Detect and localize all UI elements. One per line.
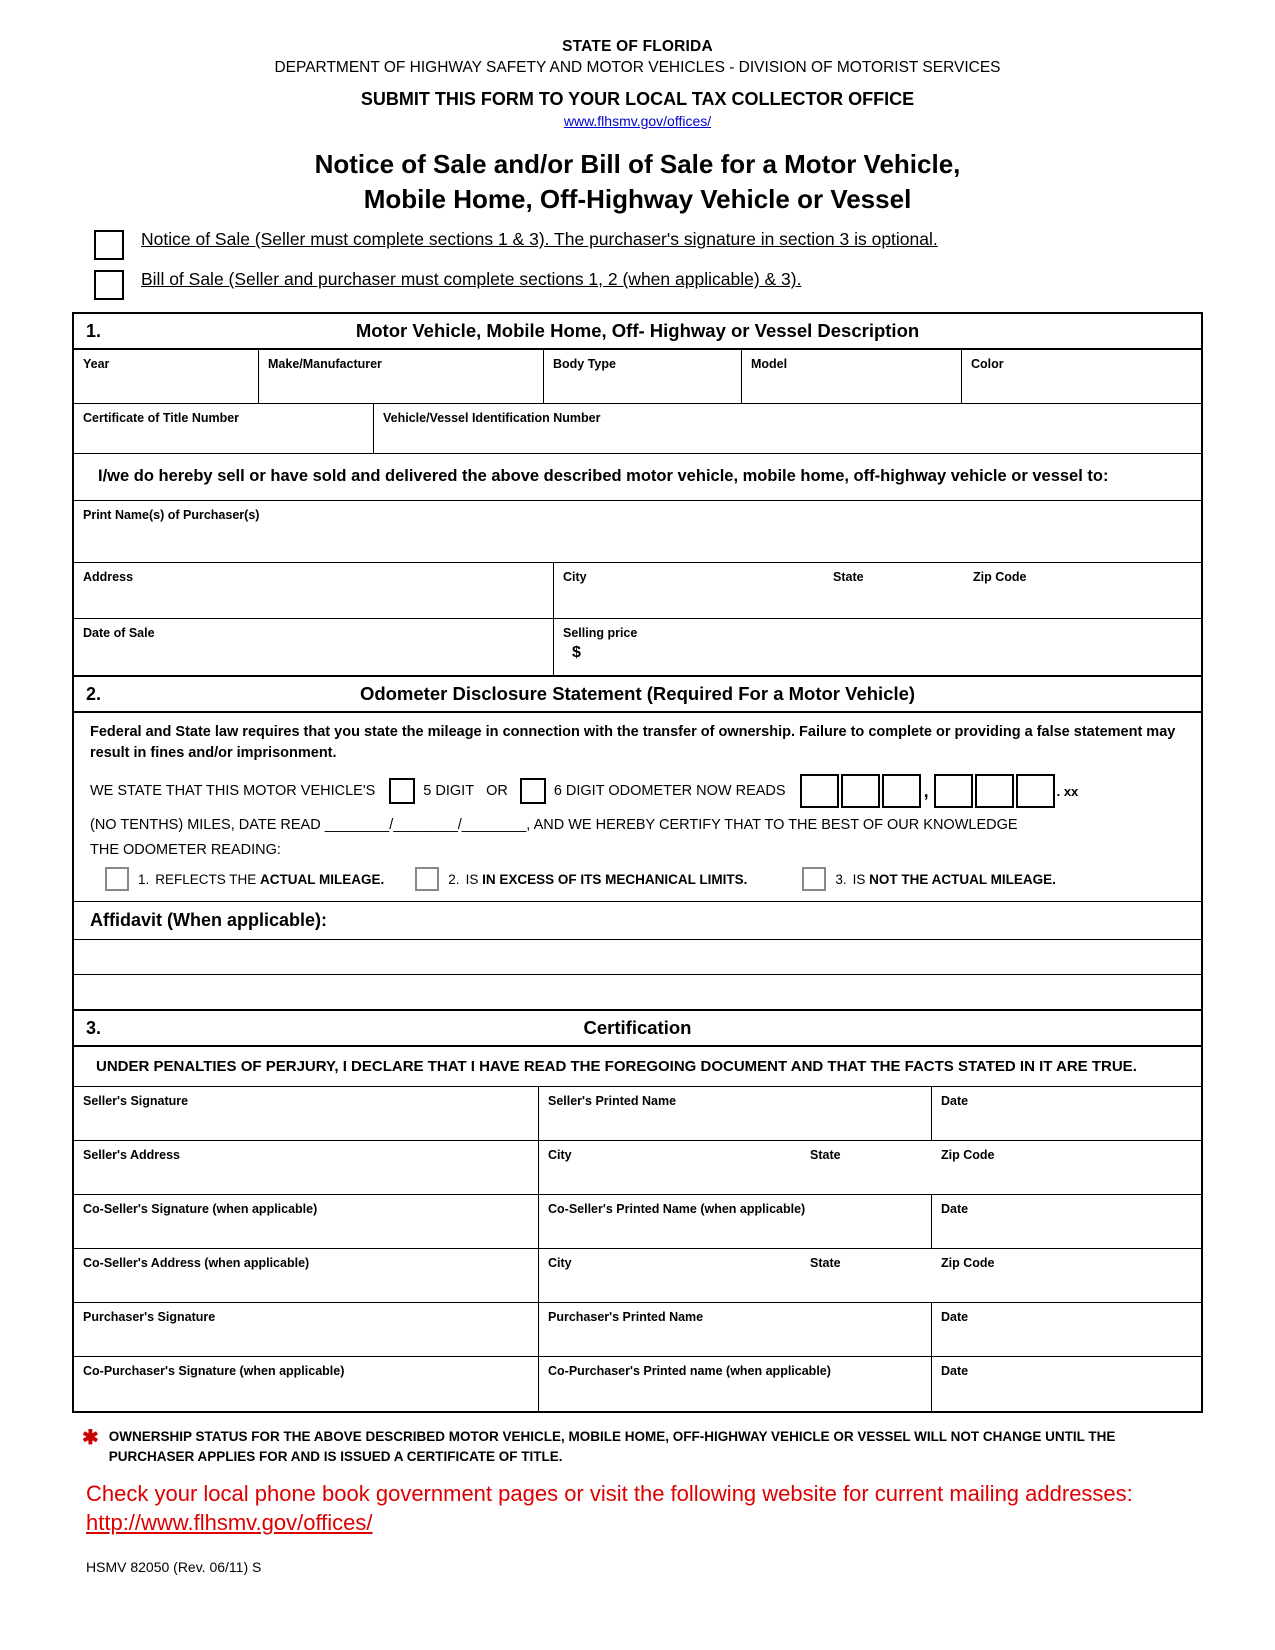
odometer-digit-1[interactable] xyxy=(800,774,839,808)
odometer-option-1-checkbox[interactable] xyxy=(105,867,129,891)
or-label: OR xyxy=(486,783,508,800)
field-year[interactable]: Year xyxy=(74,350,259,404)
section-2-title: Odometer Disclosure Statement (Required For a Motor Vehicle) xyxy=(359,683,916,705)
field-make[interactable]: Make/Manufacturer xyxy=(259,350,544,404)
bill-of-sale-label: Bill of Sale (Seller and purchaser must complete sections 1, 2 (when applicable) & 3). xyxy=(141,269,802,290)
section-3-title: Certification xyxy=(583,1017,692,1039)
affidavit-line-1[interactable] xyxy=(74,940,1201,975)
odometer-option-2[interactable] xyxy=(406,867,747,891)
sell-statement: I/we do hereby sell or have sold and delivered the above described motor vehicle, mobile home, off-highway vehicle or vessel to: xyxy=(74,454,1201,501)
field-color[interactable]: Color xyxy=(962,350,1201,404)
page-title-line1: Notice of Sale and/or Bill of Sale for a Motor Vehicle, xyxy=(314,149,961,179)
section-3-number: 3. xyxy=(86,1017,102,1038)
odometer-comma: , xyxy=(923,780,929,801)
dollar-sign: $ xyxy=(572,644,581,662)
field-seller-signature[interactable]: Seller's Signature xyxy=(74,1087,539,1141)
co-purchaser-signature-row xyxy=(74,1357,1201,1411)
field-purchaser-names[interactable]: Print Name(s) of Purchaser(s) xyxy=(74,501,1201,563)
ownership-note-text: OWNERSHIP STATUS FOR THE ABOVE DESCRIBED MOTOR VEHICLE, MOBILE HOME, OFF-HIGHWAY VEHICLE OR VESSEL WILL NOT CHANGE UNTIL THE PURCHASER APPLIES FOR AND IS ISSUED A CERTIFICATE OF TITLE. xyxy=(108,1429,1116,1464)
affidavit-label: Affidavit (When applicable): xyxy=(74,902,1201,940)
field-co-seller-state[interactable]: State xyxy=(801,1249,932,1303)
mailing-address-text: Check your local phone book government pages or visit the following website for current mailing addresses: xyxy=(86,1481,1133,1507)
purchaser-signature-row xyxy=(74,1303,1201,1357)
odometer-decimals: . xx xyxy=(1056,783,1079,799)
odometer-option-3[interactable] xyxy=(793,867,1056,891)
odometer-option-2-checkbox[interactable] xyxy=(415,867,439,891)
title-vin-row xyxy=(74,404,1201,454)
notice-of-sale-row[interactable] xyxy=(72,229,1203,260)
affidavit-line-2[interactable] xyxy=(74,975,1201,1009)
field-seller-address[interactable]: Seller's Address xyxy=(74,1141,539,1195)
field-seller-zip[interactable]: Zip Code xyxy=(932,1141,1201,1195)
bill-of-sale-checkbox[interactable] xyxy=(94,270,124,300)
field-selling-price-label: Selling price xyxy=(563,626,638,641)
field-co-seller-city[interactable]: City xyxy=(539,1249,801,1303)
field-purchaser-date[interactable]: Date xyxy=(932,1303,1201,1357)
submit-instruction: SUBMIT THIS FORM TO YOUR LOCAL TAX COLLECTOR OFFICE xyxy=(360,89,915,109)
vehicle-description-row xyxy=(74,350,1201,404)
odometer-reading-label: THE ODOMETER READING: xyxy=(90,842,281,859)
odometer-date-read-line[interactable]: (NO TENTHS) MILES, DATE READ ________/________/________, AND WE HEREBY CERTIFY THAT TO THE BEST OF OUR KNOWLEDGE xyxy=(90,817,1018,834)
offices-link-top[interactable] xyxy=(72,113,1203,129)
odometer-paragraph: Federal and State law requires that you state the mileage in connection with the transfer of ownership. Failure to complete or providing a false statement may result in fines and/or imprisonment. xyxy=(90,724,1176,762)
five-digit-checkbox[interactable] xyxy=(389,778,415,804)
field-certificate-of-title-number[interactable]: Certificate of Title Number xyxy=(74,404,374,454)
form-revision: HSMV 82050 (Rev. 06/11) S xyxy=(86,1559,262,1576)
field-co-purchaser-signature[interactable]: Co-Purchaser's Signature (when applicable) xyxy=(74,1357,539,1411)
seller-address-row xyxy=(74,1141,1201,1195)
purchaser-address-row xyxy=(74,563,1201,619)
field-purchaser-address[interactable]: Address xyxy=(74,563,554,619)
odometer-option-2-number: 2. xyxy=(448,871,460,887)
field-purchaser-zip[interactable]: Zip Code xyxy=(964,563,1201,619)
odometer-option-1-number: 1. xyxy=(138,871,150,887)
page-title-line2: Mobile Home, Off-Highway Vehicle or Vessel xyxy=(363,184,912,215)
field-seller-city[interactable]: City xyxy=(539,1141,801,1195)
notice-of-sale-checkbox[interactable] xyxy=(94,230,124,260)
certification-paragraph: UNDER PENALTIES OF PERJURY, I DECLARE THAT I HAVE READ THE FOREGOING DOCUMENT AND THAT THE FACTS STATED IN IT ARE TRUE. xyxy=(74,1047,1201,1087)
department-header: DEPARTMENT OF HIGHWAY SAFETY AND MOTOR VEHICLES - DIVISION OF MOTORIST SERVICES xyxy=(274,59,1001,76)
section-2-header xyxy=(74,677,1201,713)
field-seller-state[interactable]: State xyxy=(801,1141,932,1195)
field-purchaser-printed-name[interactable]: Purchaser's Printed Name xyxy=(539,1303,932,1357)
six-digit-label: 6 DIGIT ODOMETER NOW READS xyxy=(553,783,786,800)
field-date-of-sale[interactable]: Date of Sale xyxy=(74,619,554,675)
notice-of-sale-label: Notice of Sale (Seller must complete sections 1 & 3). The purchaser's signature in section 3 is optional. xyxy=(141,229,938,250)
odometer-option-2-text: IS IN EXCESS OF ITS MECHANICAL LIMITS. xyxy=(465,871,748,887)
field-co-seller-date[interactable]: Date xyxy=(932,1195,1201,1249)
field-selling-price[interactable] xyxy=(554,619,1201,675)
co-seller-address-row xyxy=(74,1249,1201,1303)
sale-date-price-row xyxy=(74,619,1201,675)
field-model[interactable]: Model xyxy=(742,350,962,404)
odometer-digit-5[interactable] xyxy=(975,774,1014,808)
odometer-option-3-text: IS NOT THE ACTUAL MILEAGE. xyxy=(852,871,1056,887)
odometer-digit-6[interactable] xyxy=(1016,774,1055,808)
field-purchaser-signature[interactable]: Purchaser's Signature xyxy=(74,1303,539,1357)
field-co-seller-address[interactable]: Co-Seller's Address (when applicable) xyxy=(74,1249,539,1303)
field-co-seller-zip[interactable]: Zip Code xyxy=(932,1249,1201,1303)
page-header xyxy=(72,38,1203,217)
field-co-purchaser-date[interactable]: Date xyxy=(941,1364,969,1379)
field-co-seller-signature[interactable]: Co-Seller's Signature (when applicable) xyxy=(74,1195,539,1249)
odometer-option-3-number: 3. xyxy=(835,871,847,887)
odometer-option-1[interactable] xyxy=(96,867,384,891)
five-digit-label: 5 DIGIT xyxy=(423,783,475,800)
odometer-line-prefix: WE STATE THAT THIS MOTOR VEHICLE'S xyxy=(90,783,376,800)
odometer-option-1-text: REFLECTS THE ACTUAL MILEAGE. xyxy=(155,871,385,887)
offices-link-bottom[interactable]: http://www.flhsmv.gov/offices/ xyxy=(86,1509,373,1535)
odometer-digit-2[interactable] xyxy=(841,774,880,808)
field-body-type[interactable]: Body Type xyxy=(544,350,742,404)
section-1-header xyxy=(74,314,1201,350)
odometer-options xyxy=(74,858,1201,902)
field-co-purchaser-printed-name[interactable]: Co-Purchaser's Printed name (when applicable) xyxy=(539,1357,932,1411)
odometer-digit-4[interactable] xyxy=(934,774,973,808)
page-title xyxy=(72,147,1203,217)
section-2-number: 2. xyxy=(86,683,102,704)
mailing-address-note xyxy=(72,1480,1203,1537)
bill-of-sale-row[interactable] xyxy=(72,269,1203,300)
field-purchaser-city[interactable]: City xyxy=(554,563,824,619)
section-1-box xyxy=(72,312,1203,677)
field-seller-printed-name[interactable]: Seller's Printed Name xyxy=(539,1087,932,1141)
co-seller-signature-row xyxy=(74,1195,1201,1249)
section-2-box xyxy=(72,675,1203,1011)
state-header: STATE OF FLORIDA xyxy=(562,38,713,55)
odometer-digit-3[interactable] xyxy=(882,774,921,808)
field-seller-date[interactable]: Date xyxy=(932,1087,1201,1141)
six-digit-checkbox[interactable] xyxy=(520,778,546,804)
section-1-title: Motor Vehicle, Mobile Home, Off- Highway or Vessel Description xyxy=(355,320,920,342)
asterisk-icon: ✱ xyxy=(82,1427,99,1450)
seller-signature-row xyxy=(74,1087,1201,1141)
section-3-header xyxy=(74,1011,1201,1047)
section-3-box xyxy=(72,1009,1203,1413)
offices-link-top-anchor[interactable]: www.flhsmv.gov/offices/ xyxy=(563,113,712,129)
ownership-note xyxy=(72,1427,1203,1466)
odometer-reads-line xyxy=(74,768,1201,808)
field-vin[interactable]: Vehicle/Vessel Identification Number xyxy=(374,404,1201,454)
section-1-number: 1. xyxy=(86,320,102,341)
odometer-option-3-checkbox[interactable] xyxy=(802,867,826,891)
field-co-seller-printed-name[interactable]: Co-Seller's Printed Name (when applicable) xyxy=(539,1195,932,1249)
field-purchaser-state[interactable]: State xyxy=(824,563,964,619)
